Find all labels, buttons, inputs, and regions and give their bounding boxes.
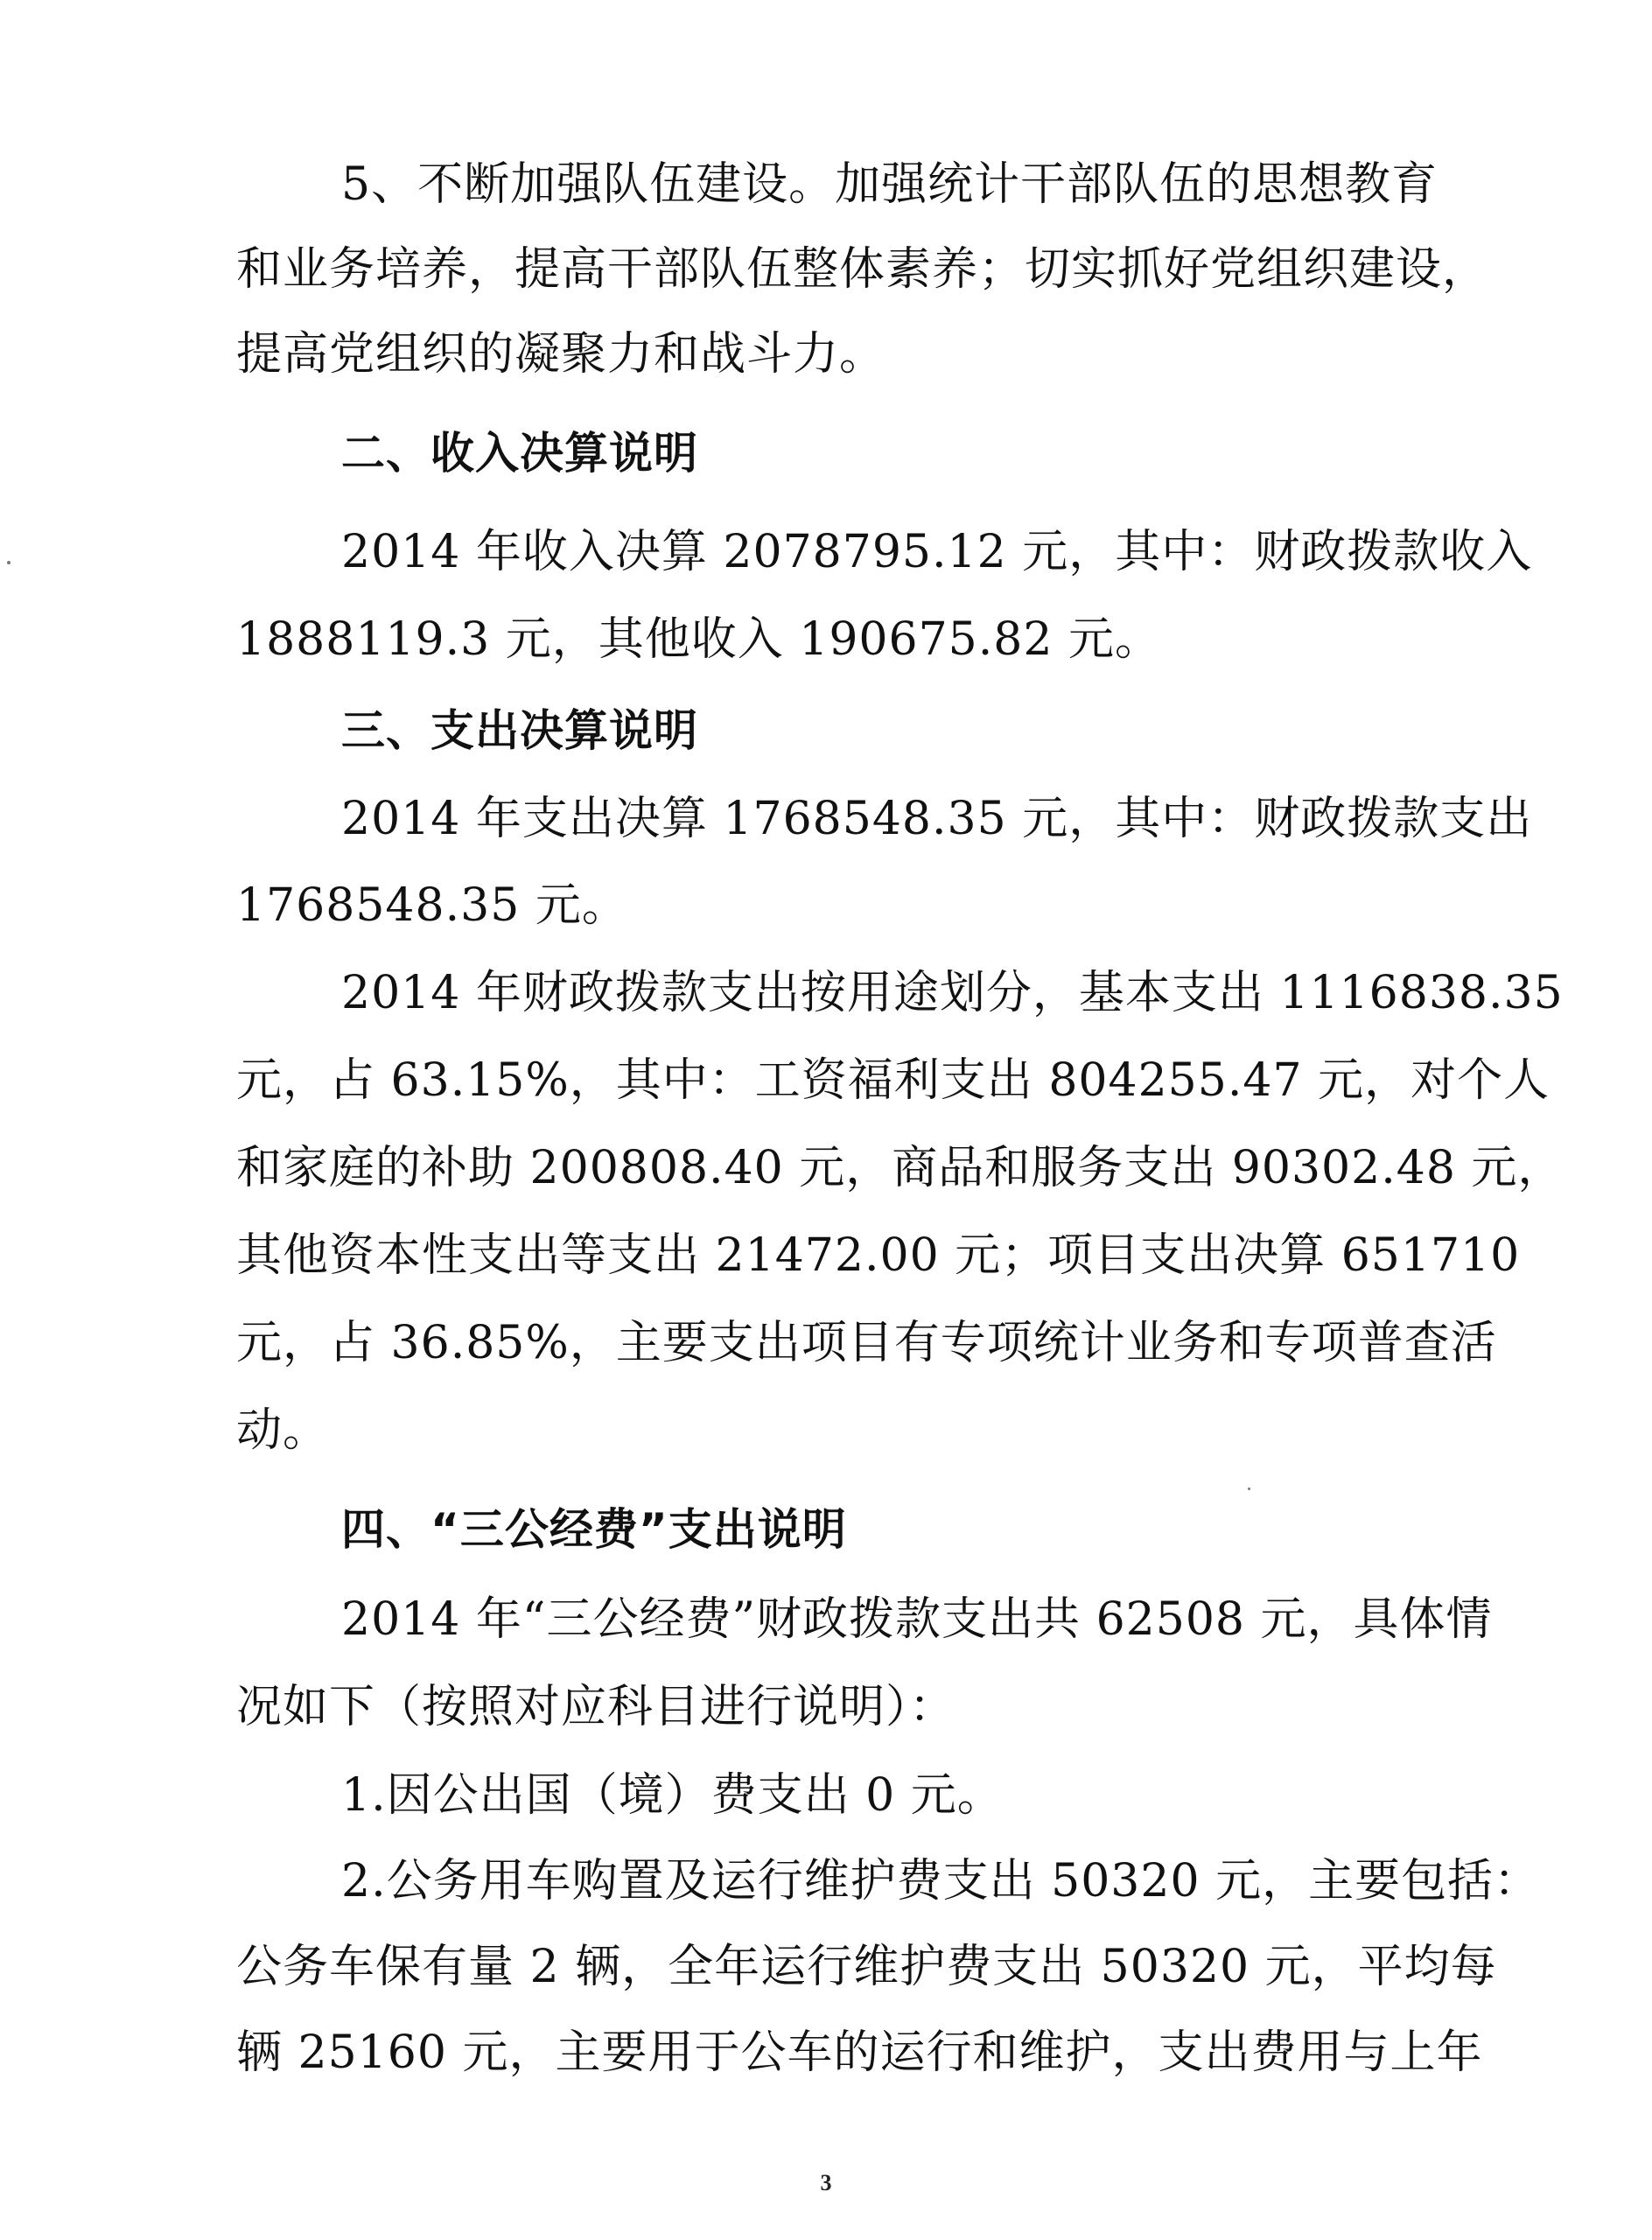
heading-income-statement: 二、收入决算说明 <box>341 428 698 479</box>
paragraph-usage-line-6: 动。 <box>236 1404 330 1457</box>
heading-expenditure-statement: 三、支出决算说明 <box>341 705 698 756</box>
heading-three-public-expenses: 四、“三公经费”支出说明 <box>341 1504 847 1555</box>
paragraph-usage-line-5: 元，占 36.85%，主要支出项目有专项统计业务和专项普查活 <box>236 1317 1497 1369</box>
paragraph-team-building-line-2: 和业务培养，提高干部队伍整体素养；切实抓好党组织建设， <box>236 243 1489 296</box>
paragraph-three-public-line-1: 2014 年“三公经费”财政拨款支出共 62508 元，具体情 <box>341 1593 1493 1646</box>
paragraph-three-public-line-2: 况如下（按照对应科目进行说明）： <box>236 1681 956 1733</box>
item-vehicle-line-2: 公务车保有量 2 辆，全年运行维护费支出 50320 元，平均每 <box>236 1941 1497 1993</box>
paragraph-usage-line-4: 其他资本性支出等支出 21472.00 元；项目支出决算 651710 <box>236 1229 1521 1282</box>
paragraph-income-line-2: 1888119.3 元，其他收入 190675.82 元。 <box>236 613 1161 666</box>
paragraph-income-line-1: 2014 年收入决算 2078795.12 元，其中：财政拨款收入 <box>341 526 1533 578</box>
paragraph-expenditure-line-1: 2014 年支出决算 1768548.35 元，其中：财政拨款支出 <box>341 793 1533 845</box>
paragraph-team-building-line-1: 5、不断加强队伍建设。加强统计干部队伍的思想教育 <box>341 158 1438 211</box>
item-vehicle-line-1: 2.公务用车购置及运行维护费支出 50320 元，主要包括： <box>341 1855 1541 1908</box>
paragraph-usage-line-2: 元，占 63.15%，其中：工资福利支出 804255.47 元，对个人 <box>236 1054 1550 1107</box>
item-vehicle-line-3: 辆 25160 元，主要用于公车的运行和维护，支出费用与上年 <box>236 2026 1483 2079</box>
paragraph-usage-line-3: 和家庭的补助 200808.40 元，商品和服务支出 90302.48 元， <box>236 1142 1564 1194</box>
paragraph-team-building-line-3: 提高党组织的凝聚力和战斗力。 <box>236 328 886 381</box>
paragraph-expenditure-line-2: 1768548.35 元。 <box>236 879 628 932</box>
item-overseas-travel: 1.因公出国（境）费支出 0 元。 <box>341 1769 1004 1822</box>
paragraph-usage-line-1: 2014 年财政拨款支出按用途划分，基本支出 1116838.35 <box>341 967 1564 1019</box>
page-number: 3 <box>820 2170 832 2195</box>
scan-speck <box>7 561 10 564</box>
scan-speck <box>1248 1488 1250 1490</box>
